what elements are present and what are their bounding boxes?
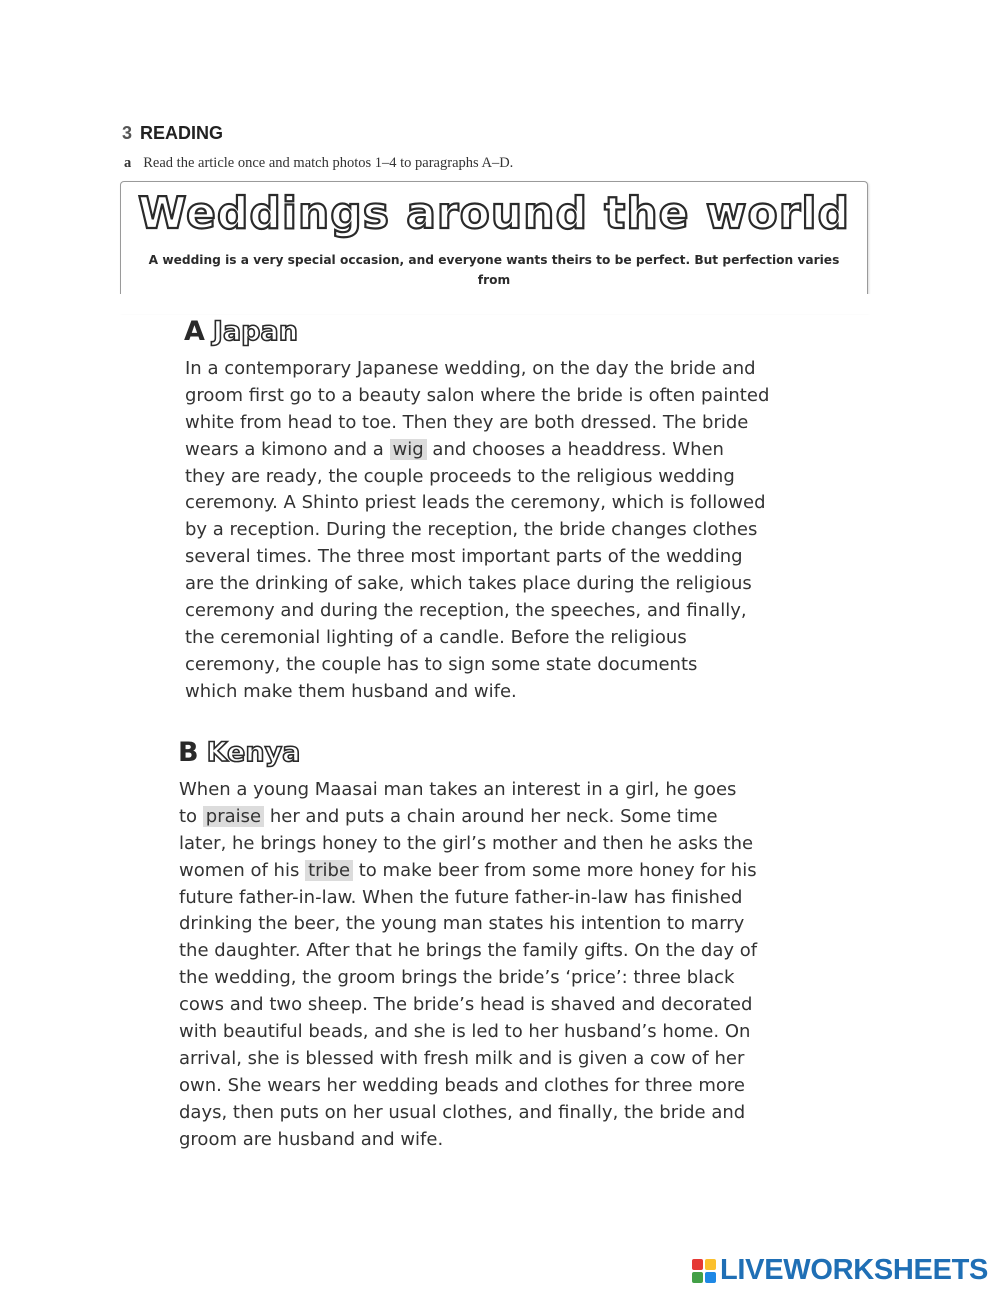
text-line bbox=[185, 437, 769, 464]
logo-square bbox=[692, 1259, 703, 1270]
text-segment: later, he brings honey to the girl’s mother and then he asks the bbox=[179, 832, 754, 854]
text-line bbox=[185, 598, 769, 625]
text-line bbox=[185, 517, 769, 544]
liveworksheets-logo-icon bbox=[692, 1259, 716, 1283]
text-line bbox=[179, 1046, 757, 1073]
paragraph-a-body bbox=[185, 356, 769, 706]
text-line bbox=[179, 1100, 757, 1127]
text-line bbox=[185, 356, 769, 383]
text-segment: wears a kimono and a bbox=[185, 438, 390, 460]
text-segment: the daughter. After that he brings the family gifts. On the day of bbox=[179, 940, 758, 962]
text-line bbox=[179, 777, 757, 804]
paragraph-heading-b bbox=[178, 737, 300, 768]
logo-square bbox=[705, 1272, 716, 1283]
text-segment: white from head to toe. Then they are both dressed. The bride bbox=[185, 411, 749, 433]
paragraph-letter: B bbox=[178, 737, 199, 768]
article-title: Weddings around the world bbox=[138, 188, 850, 239]
text-line bbox=[185, 679, 769, 706]
text-line bbox=[179, 1019, 757, 1046]
text-line bbox=[185, 464, 769, 491]
text-line bbox=[179, 804, 757, 831]
logo-text: LIVEWORKSHEETS bbox=[720, 1254, 989, 1286]
text-segment: the wedding, the groom brings the bride’s ‘price’: three black bbox=[179, 967, 735, 989]
text-line bbox=[179, 1073, 757, 1100]
text-segment: own. She wears her wedding beads and clothes for three more bbox=[179, 1074, 745, 1096]
paragraph-b-body bbox=[179, 777, 757, 1153]
text-line bbox=[185, 652, 769, 679]
text-segment: the ceremonial lighting of a candle. Before the religious bbox=[185, 626, 687, 648]
text-segment: arrival, she is blessed with fresh milk and is given a cow of her bbox=[179, 1047, 745, 1069]
text-line bbox=[185, 571, 769, 598]
banner-cut bbox=[110, 294, 890, 314]
text-line bbox=[185, 410, 769, 437]
paragraph-heading-a bbox=[184, 316, 298, 347]
text-segment: future father-in-law. When the future father-in-law has finished bbox=[179, 886, 743, 908]
paragraph-country: Kenya bbox=[206, 737, 301, 768]
text-segment: ceremony, the couple has to sign some state documents bbox=[185, 653, 698, 675]
text-segment: they are ready, the couple proceeds to the religious wedding bbox=[185, 465, 735, 487]
instruction-letter: a bbox=[124, 155, 132, 171]
text-segment: days, then puts on her usual clothes, and finally, the bride and bbox=[179, 1101, 746, 1123]
text-line bbox=[179, 992, 757, 1019]
text-segment: groom first go to a beauty salon where the bride is often painted bbox=[185, 384, 770, 406]
logo-square bbox=[692, 1272, 703, 1283]
paragraph-letter: A bbox=[184, 316, 205, 347]
text-segment: groom are husband and wife. bbox=[179, 1128, 444, 1150]
paragraph-country: Japan bbox=[212, 316, 298, 347]
text-line bbox=[179, 911, 757, 938]
intro-line: A wedding is a very special occasion, and everyone wants theirs to be perfect. But perfection varies from bbox=[148, 253, 840, 287]
text-line bbox=[179, 831, 757, 858]
text-line bbox=[179, 885, 757, 912]
text-segment: cows and two sheep. The bride’s head is shaved and decorated bbox=[179, 994, 753, 1016]
text-line bbox=[185, 544, 769, 571]
text-segment: are the drinking of sake, which takes place during the religious bbox=[185, 573, 752, 595]
text-segment: to bbox=[179, 805, 203, 827]
highlighted-word: wig bbox=[390, 439, 427, 460]
text-line bbox=[179, 965, 757, 992]
section-number: 3 bbox=[122, 123, 133, 143]
text-segment: ceremony. A Shinto priest leads the ceremony, which is followed bbox=[185, 492, 766, 514]
highlighted-word: praise bbox=[203, 806, 264, 827]
liveworksheets-logo bbox=[692, 1254, 988, 1287]
text-line bbox=[179, 858, 757, 885]
text-segment: to make beer from some more honey for his bbox=[353, 859, 757, 881]
text-line bbox=[185, 625, 769, 652]
text-segment: which make them husband and wife. bbox=[185, 680, 517, 702]
instruction-text: Read the article once and match photos 1–4 to paragraphs A–D. bbox=[143, 155, 514, 171]
text-segment: by a reception. During the reception, the bride changes clothes bbox=[185, 519, 758, 541]
text-segment: In a contemporary Japanese wedding, on the day the bride and bbox=[185, 358, 756, 379]
text-segment: her and puts a chain around her neck. Some time bbox=[264, 805, 718, 827]
text-segment: drinking the beer, the young man states his intention to marry bbox=[179, 913, 745, 935]
text-segment: several times. The three most important parts of the wedding bbox=[185, 546, 743, 568]
logo-square bbox=[705, 1259, 716, 1270]
text-line bbox=[179, 1127, 757, 1154]
text-segment: with beautiful beads, and she is led to her husband’s home. On bbox=[179, 1021, 751, 1043]
instruction bbox=[124, 155, 513, 172]
highlighted-word: tribe bbox=[305, 860, 353, 881]
text-segment: and chooses a headdress. When bbox=[426, 438, 724, 460]
text-segment: ceremony and during the reception, the speeches, and finally, bbox=[185, 600, 747, 622]
text-line bbox=[185, 383, 769, 410]
text-segment: women of his bbox=[179, 859, 306, 881]
article-banner bbox=[120, 181, 868, 312]
text-line bbox=[179, 938, 757, 965]
section-title: READING bbox=[140, 123, 224, 143]
section-heading bbox=[122, 123, 223, 144]
text-segment: When a young Maasai man takes an interest in a girl, he goes bbox=[179, 779, 737, 800]
text-line bbox=[185, 490, 769, 517]
